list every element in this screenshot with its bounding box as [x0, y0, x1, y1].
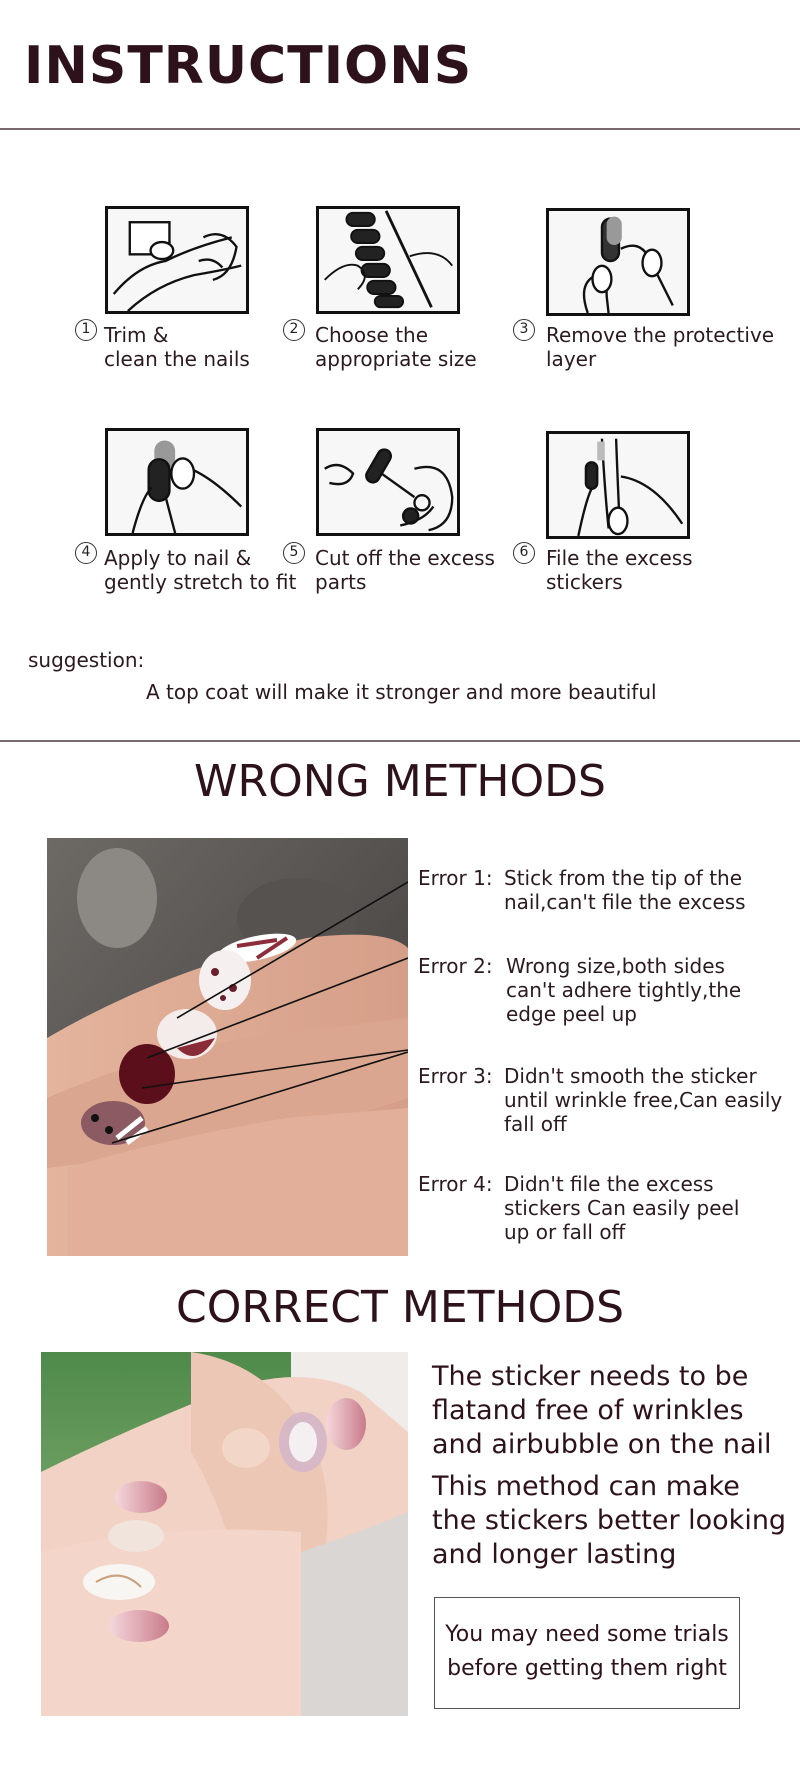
step-3-illustration — [546, 208, 690, 316]
step-2-line2: appropriate size — [315, 347, 477, 371]
step-4-text — [104, 546, 304, 594]
correct-p2-line: This method can make — [432, 1471, 740, 1502]
trial-note-line: before getting them right — [447, 1656, 727, 1681]
correct-p2-line: and longer lasting — [432, 1539, 677, 1570]
error-3-label: Error 3: — [418, 1064, 493, 1088]
error-3-line: until wrinkle free,Can easily — [504, 1088, 783, 1112]
error-3-text — [504, 1064, 794, 1136]
correct-p1-line: and airbubble on the nail — [432, 1429, 772, 1460]
header-divider — [0, 128, 800, 130]
error-4-line: up or fall off — [504, 1220, 626, 1244]
step-2-illustration — [316, 206, 460, 314]
error-1-line: nail,can't file the excess — [504, 890, 746, 914]
correct-methods-photo — [41, 1352, 408, 1716]
error-4-text — [504, 1172, 794, 1244]
correct-p2-line: the stickers better looking — [432, 1505, 787, 1536]
step-5-line2: parts — [315, 570, 367, 594]
step-6-illustration — [546, 431, 690, 539]
correct-p1-line: The sticker needs to be — [432, 1361, 749, 1392]
wrong-methods-title: WRONG METHODS — [194, 756, 606, 807]
error-3-line: Didn't smooth the sticker — [504, 1064, 757, 1088]
error-3-line: fall off — [504, 1112, 567, 1136]
step-1-illustration — [105, 206, 249, 314]
step-6-number: 6 — [513, 542, 535, 564]
correct-methods-title: CORRECT METHODS — [175, 1282, 625, 1333]
step-6-line1: File the excess — [546, 546, 693, 570]
step-1-line1: Trim & — [104, 323, 169, 347]
suggestion-text: A top coat will make it stronger and more beautiful — [146, 680, 657, 704]
correct-paragraph-1 — [432, 1360, 800, 1462]
step-2-number: 2 — [283, 319, 305, 341]
step-6-text — [546, 546, 746, 594]
error-4-line: Didn't file the excess — [504, 1172, 714, 1196]
error-2-label: Error 2: — [418, 954, 493, 978]
correct-paragraph-2 — [432, 1470, 800, 1572]
step-4-illustration — [105, 428, 249, 536]
error-2-line: edge peel up — [506, 1002, 637, 1026]
step-4-line1: Apply to nail & — [104, 546, 252, 570]
step-4-number: 4 — [75, 542, 97, 564]
step-5-number: 5 — [283, 542, 305, 564]
trial-note-line: You may need some trials — [445, 1622, 729, 1647]
step-2-text — [315, 323, 515, 371]
error-4-label: Error 4: — [418, 1172, 493, 1196]
suggestion-divider — [0, 740, 800, 742]
error-1-line: Stick from the tip of the — [504, 866, 743, 890]
suggestion-label: suggestion: — [28, 648, 145, 672]
error-4-line: stickers Can easily peel — [504, 1196, 740, 1220]
step-2-line1: Choose the — [315, 323, 429, 347]
error-2-line: can't adhere tightly,the — [506, 978, 742, 1002]
trial-note-box — [434, 1597, 740, 1709]
step-1-line2: clean the nails — [104, 347, 250, 371]
error-1-label: Error 1: — [418, 866, 493, 890]
step-5-text — [315, 546, 515, 594]
step-6-line2: stickers — [546, 570, 623, 594]
correct-p1-line: flatand free of wrinkles — [432, 1395, 744, 1426]
page-title: INSTRUCTIONS — [24, 36, 473, 96]
step-1-number: 1 — [75, 319, 97, 341]
step-3-number: 3 — [513, 319, 535, 341]
step-5-illustration — [316, 428, 460, 536]
step-4-line2: gently stretch to fit — [104, 570, 297, 594]
step-3-line2: layer — [546, 347, 597, 371]
step-3-text — [546, 323, 786, 371]
step-5-line1: Cut off the excess — [315, 546, 495, 570]
wrong-methods-photo — [47, 838, 408, 1256]
error-2-text — [506, 954, 796, 1026]
step-1-text — [104, 323, 304, 371]
step-3-line1: Remove the protective — [546, 323, 775, 347]
error-1-text — [504, 866, 794, 914]
error-2-line: Wrong size,both sides — [506, 954, 725, 978]
